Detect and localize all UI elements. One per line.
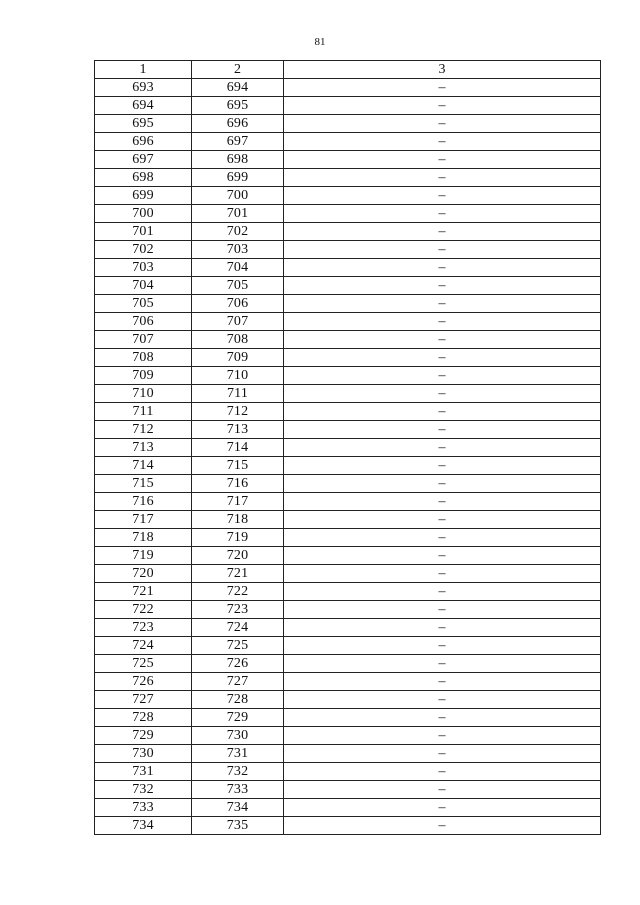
table-cell-col-3: – bbox=[284, 799, 601, 817]
table-cell-col-2: 731 bbox=[192, 745, 284, 763]
table-row bbox=[95, 763, 601, 781]
table-cell-col-1: 727 bbox=[95, 691, 192, 709]
table-cell-col-1: 693 bbox=[95, 79, 192, 97]
table-cell-col-2: 715 bbox=[192, 457, 284, 475]
table-cell-col-3: – bbox=[284, 781, 601, 799]
table-cell-col-1: 723 bbox=[95, 619, 192, 637]
table-cell-col-3: – bbox=[284, 511, 601, 529]
table-row bbox=[95, 115, 601, 133]
table-row bbox=[95, 457, 601, 475]
table-cell-col-3: – bbox=[284, 457, 601, 475]
table-cell-col-1: 720 bbox=[95, 565, 192, 583]
table-cell-col-3: – bbox=[284, 331, 601, 349]
table-cell-col-1: 704 bbox=[95, 277, 192, 295]
table-cell-col-2: 705 bbox=[192, 277, 284, 295]
table-cell-col-3: – bbox=[284, 619, 601, 637]
table-row bbox=[95, 205, 601, 223]
table-cell-col-1: 730 bbox=[95, 745, 192, 763]
table-row bbox=[95, 691, 601, 709]
table-row bbox=[95, 745, 601, 763]
table-cell-col-2: 716 bbox=[192, 475, 284, 493]
table-cell-col-3: – bbox=[284, 421, 601, 439]
table-cell-col-3: – bbox=[284, 115, 601, 133]
table-row bbox=[95, 547, 601, 565]
table-row bbox=[95, 601, 601, 619]
table-cell-col-3: – bbox=[284, 637, 601, 655]
table-cell-col-3: – bbox=[284, 655, 601, 673]
table-cell-col-2: 734 bbox=[192, 799, 284, 817]
column-header-2: 2 bbox=[192, 61, 284, 79]
table-cell-col-3: – bbox=[284, 691, 601, 709]
table-cell-col-1: 715 bbox=[95, 475, 192, 493]
table-row bbox=[95, 367, 601, 385]
table-cell-col-3: – bbox=[284, 169, 601, 187]
table-cell-col-2: 703 bbox=[192, 241, 284, 259]
table-cell-col-3: – bbox=[284, 547, 601, 565]
table-row bbox=[95, 709, 601, 727]
table-cell-col-2: 722 bbox=[192, 583, 284, 601]
table-cell-col-2: 714 bbox=[192, 439, 284, 457]
data-table-container bbox=[94, 60, 600, 835]
table-cell-col-3: – bbox=[284, 349, 601, 367]
table-cell-col-1: 714 bbox=[95, 457, 192, 475]
table-cell-col-3: – bbox=[284, 295, 601, 313]
table-row bbox=[95, 277, 601, 295]
table-cell-col-1: 725 bbox=[95, 655, 192, 673]
table-row bbox=[95, 421, 601, 439]
table-row bbox=[95, 475, 601, 493]
table-row bbox=[95, 565, 601, 583]
table-cell-col-2: 709 bbox=[192, 349, 284, 367]
table-cell-col-2: 724 bbox=[192, 619, 284, 637]
table-cell-col-2: 721 bbox=[192, 565, 284, 583]
table-cell-col-3: – bbox=[284, 817, 601, 835]
table-row bbox=[95, 169, 601, 187]
table-cell-col-2: 730 bbox=[192, 727, 284, 745]
table-row bbox=[95, 79, 601, 97]
table-row bbox=[95, 799, 601, 817]
table-cell-col-1: 698 bbox=[95, 169, 192, 187]
table-row bbox=[95, 313, 601, 331]
column-header-3: 3 bbox=[284, 61, 601, 79]
table-cell-col-3: – bbox=[284, 673, 601, 691]
table-cell-col-2: 695 bbox=[192, 97, 284, 115]
table-cell-col-1: 702 bbox=[95, 241, 192, 259]
table-cell-col-1: 734 bbox=[95, 817, 192, 835]
table-row bbox=[95, 349, 601, 367]
table-row bbox=[95, 439, 601, 457]
table-cell-col-1: 722 bbox=[95, 601, 192, 619]
table-header-row bbox=[95, 61, 601, 79]
table-cell-col-3: – bbox=[284, 475, 601, 493]
table-cell-col-2: 710 bbox=[192, 367, 284, 385]
table-cell-col-2: 701 bbox=[192, 205, 284, 223]
table-cell-col-2: 700 bbox=[192, 187, 284, 205]
table-cell-col-3: – bbox=[284, 277, 601, 295]
table-cell-col-1: 699 bbox=[95, 187, 192, 205]
table-header bbox=[95, 61, 601, 79]
column-header-1: 1 bbox=[95, 61, 192, 79]
table-cell-col-1: 695 bbox=[95, 115, 192, 133]
table-cell-col-2: 707 bbox=[192, 313, 284, 331]
table-cell-col-2: 702 bbox=[192, 223, 284, 241]
table-cell-col-2: 718 bbox=[192, 511, 284, 529]
table-row bbox=[95, 655, 601, 673]
table-row bbox=[95, 727, 601, 745]
table-row bbox=[95, 385, 601, 403]
table-row bbox=[95, 295, 601, 313]
table-row bbox=[95, 187, 601, 205]
table-cell-col-1: 709 bbox=[95, 367, 192, 385]
table-cell-col-3: – bbox=[284, 259, 601, 277]
table-cell-col-3: – bbox=[284, 385, 601, 403]
table-cell-col-2: 732 bbox=[192, 763, 284, 781]
table-row bbox=[95, 259, 601, 277]
table-row bbox=[95, 223, 601, 241]
table-cell-col-2: 728 bbox=[192, 691, 284, 709]
table-cell-col-3: – bbox=[284, 367, 601, 385]
table-cell-col-3: – bbox=[284, 727, 601, 745]
table-cell-col-1: 729 bbox=[95, 727, 192, 745]
table-cell-col-3: – bbox=[284, 583, 601, 601]
table-cell-col-3: – bbox=[284, 601, 601, 619]
table-cell-col-2: 733 bbox=[192, 781, 284, 799]
table-cell-col-1: 701 bbox=[95, 223, 192, 241]
table-cell-col-1: 726 bbox=[95, 673, 192, 691]
table-cell-col-2: 723 bbox=[192, 601, 284, 619]
table-row bbox=[95, 619, 601, 637]
table-cell-col-1: 733 bbox=[95, 799, 192, 817]
table-cell-col-2: 712 bbox=[192, 403, 284, 421]
table-row bbox=[95, 241, 601, 259]
table-cell-col-1: 713 bbox=[95, 439, 192, 457]
table-row bbox=[95, 331, 601, 349]
table-cell-col-2: 717 bbox=[192, 493, 284, 511]
table-cell-col-3: – bbox=[284, 439, 601, 457]
table-cell-col-2: 698 bbox=[192, 151, 284, 169]
data-table bbox=[94, 60, 601, 835]
table-cell-col-2: 699 bbox=[192, 169, 284, 187]
table-cell-col-3: – bbox=[284, 763, 601, 781]
table-cell-col-2: 725 bbox=[192, 637, 284, 655]
table-cell-col-2: 708 bbox=[192, 331, 284, 349]
table-cell-col-1: 700 bbox=[95, 205, 192, 223]
table-cell-col-2: 711 bbox=[192, 385, 284, 403]
table-cell-col-1: 707 bbox=[95, 331, 192, 349]
table-cell-col-1: 710 bbox=[95, 385, 192, 403]
table-cell-col-3: – bbox=[284, 97, 601, 115]
table-cell-col-2: 729 bbox=[192, 709, 284, 727]
table-cell-col-2: 719 bbox=[192, 529, 284, 547]
table-cell-col-1: 697 bbox=[95, 151, 192, 169]
table-row bbox=[95, 511, 601, 529]
table-cell-col-2: 697 bbox=[192, 133, 284, 151]
table-row bbox=[95, 583, 601, 601]
table-cell-col-2: 706 bbox=[192, 295, 284, 313]
table-cell-col-1: 724 bbox=[95, 637, 192, 655]
table-cell-col-3: – bbox=[284, 187, 601, 205]
table-cell-col-2: 727 bbox=[192, 673, 284, 691]
table-cell-col-1: 721 bbox=[95, 583, 192, 601]
table-row bbox=[95, 817, 601, 835]
table-cell-col-1: 696 bbox=[95, 133, 192, 151]
table-row bbox=[95, 529, 601, 547]
table-cell-col-1: 708 bbox=[95, 349, 192, 367]
table-row bbox=[95, 151, 601, 169]
table-cell-col-1: 703 bbox=[95, 259, 192, 277]
table-cell-col-3: – bbox=[284, 493, 601, 511]
table-cell-col-2: 704 bbox=[192, 259, 284, 277]
table-cell-col-3: – bbox=[284, 709, 601, 727]
table-cell-col-2: 696 bbox=[192, 115, 284, 133]
table-cell-col-3: – bbox=[284, 79, 601, 97]
table-cell-col-1: 732 bbox=[95, 781, 192, 799]
table-body bbox=[95, 79, 601, 835]
table-cell-col-1: 728 bbox=[95, 709, 192, 727]
table-row bbox=[95, 97, 601, 115]
table-cell-col-1: 694 bbox=[95, 97, 192, 115]
table-cell-col-2: 726 bbox=[192, 655, 284, 673]
table-cell-col-3: – bbox=[284, 205, 601, 223]
table-cell-col-1: 712 bbox=[95, 421, 192, 439]
table-cell-col-2: 713 bbox=[192, 421, 284, 439]
table-cell-col-2: 720 bbox=[192, 547, 284, 565]
table-cell-col-3: – bbox=[284, 565, 601, 583]
table-cell-col-1: 718 bbox=[95, 529, 192, 547]
table-cell-col-3: – bbox=[284, 529, 601, 547]
table-cell-col-1: 716 bbox=[95, 493, 192, 511]
table-cell-col-1: 706 bbox=[95, 313, 192, 331]
table-row bbox=[95, 637, 601, 655]
table-cell-col-1: 717 bbox=[95, 511, 192, 529]
table-cell-col-1: 719 bbox=[95, 547, 192, 565]
table-row bbox=[95, 133, 601, 151]
table-cell-col-3: – bbox=[284, 241, 601, 259]
table-cell-col-3: – bbox=[284, 151, 601, 169]
table-cell-col-3: – bbox=[284, 403, 601, 421]
table-cell-col-1: 731 bbox=[95, 763, 192, 781]
table-row bbox=[95, 493, 601, 511]
table-cell-col-3: – bbox=[284, 133, 601, 151]
table-cell-col-3: – bbox=[284, 313, 601, 331]
table-cell-col-2: 694 bbox=[192, 79, 284, 97]
table-row bbox=[95, 781, 601, 799]
table-row bbox=[95, 403, 601, 421]
table-cell-col-3: – bbox=[284, 223, 601, 241]
table-row bbox=[95, 673, 601, 691]
table-cell-col-1: 711 bbox=[95, 403, 192, 421]
table-cell-col-2: 735 bbox=[192, 817, 284, 835]
page-number: 81 bbox=[314, 36, 326, 48]
table-cell-col-3: – bbox=[284, 745, 601, 763]
table-cell-col-1: 705 bbox=[95, 295, 192, 313]
